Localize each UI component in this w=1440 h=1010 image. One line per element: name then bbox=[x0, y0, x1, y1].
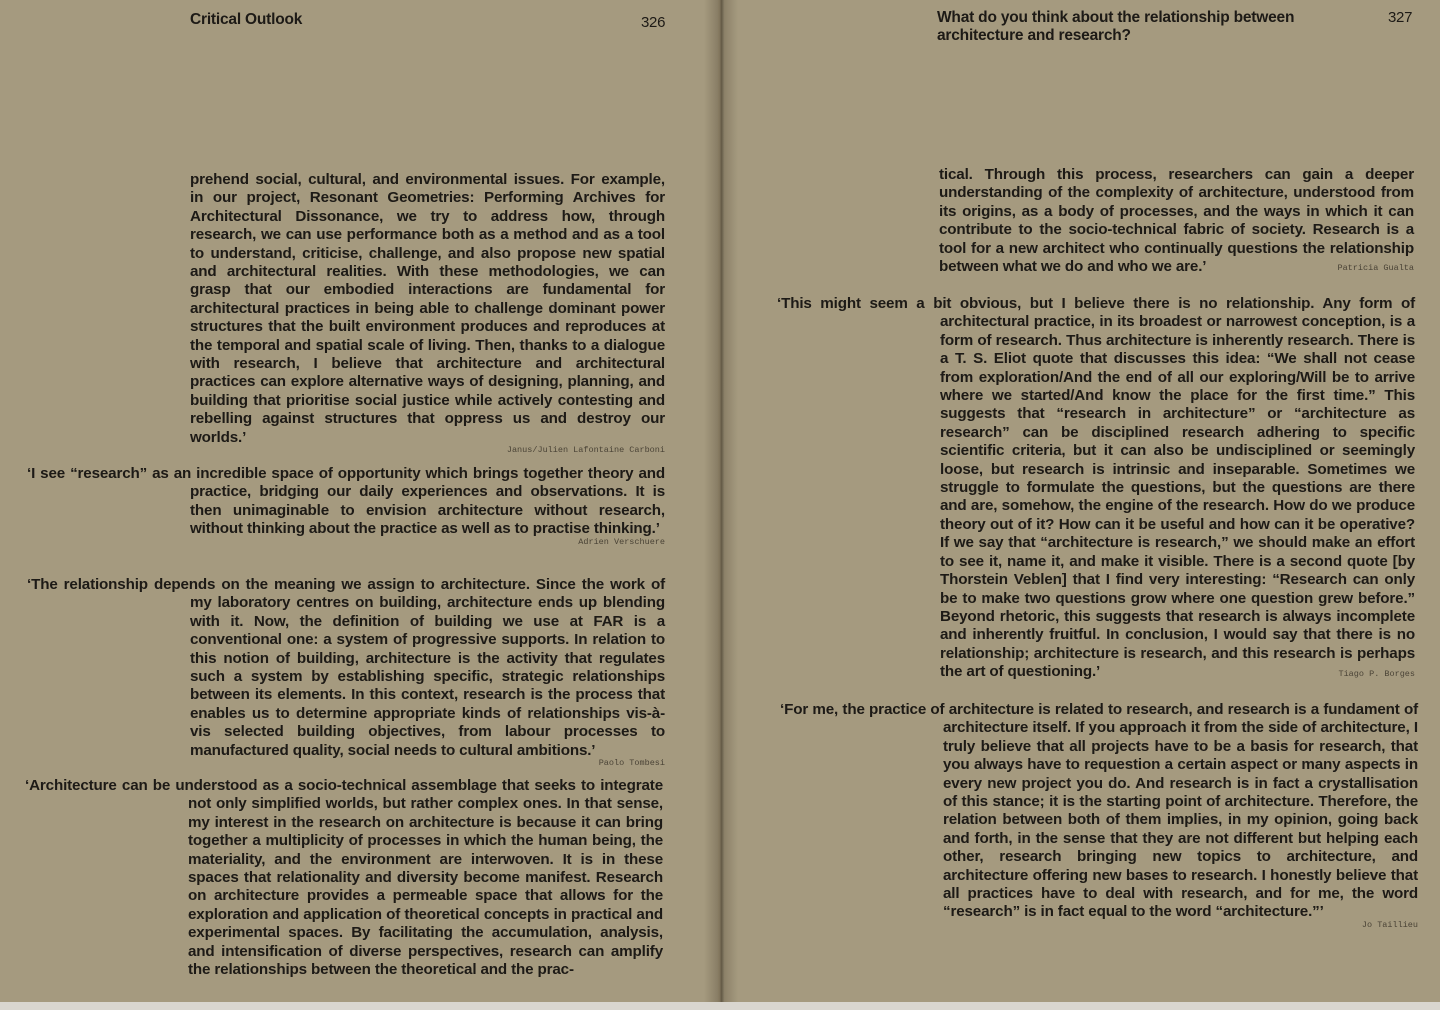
quote-block bbox=[27, 576, 665, 769]
quote-block bbox=[27, 465, 665, 547]
quote-block bbox=[777, 295, 1415, 681]
quote-author: Paolo Tombesi bbox=[598, 758, 665, 769]
running-header: Critical Outlook bbox=[190, 11, 303, 28]
quote-text: ‘This might seem a bit obvious, but I believe there is no relationship. Any form of architectural practice, in its broadest or narrowest conception, is a form of research. Thus architecture is inherently research. There is a T. S. Eliot quote that discusses this idea: “We shall not cease from exploration/And the end of all our exploring/Will be to arrive where we started/And know the place for the first time.” This suggests that “research in architecture” or “architecture as research” can be disciplined research adhering to specific scientific criteria, but it can also be undisciplined or seemingly loose, but research is intrinsic and inseparable. Sometimes we struggle to formulate the questions, but the questions are there and are, somehow, the engine of the research. How do we produce theory out of it? How can it be useful and how can it be operative? If we say that “architecture is research,” we should make an effort to see it, name it, and make it visible. There is a second quote [by Thorstein Veblen] that I find very interesting: “Research can only be to make two questions grow where one question grew before.” Beyond rhetoric, this suggests that research is always incomplete and inherently fruitful. In conclusion, I would say that there is no relationship; architecture is research, and this research is perhaps the art of questioning.’ bbox=[777, 295, 1415, 681]
quote-text: ‘Architecture can be understood as a socio-technical assemblage that seeks to integrate not only simplified worlds, but rather complex ones. In that sense, my interest in the research on architecture is because it can bring together a multiplicity of processes in which the human being, the materiality, and the environment are interwoven. It is in these spaces that relationality and diversity become manifest. Research on architecture provides a permeable space that allows for the exploration and application of theoretical concepts in practical and experimental spaces. By facilitating the accumulation, analysis, and intensification of diverse perspectives, research can amplify the relationships between the theoretical and the prac- bbox=[25, 777, 663, 979]
quote-author: Patricia Gualta bbox=[1337, 263, 1414, 274]
quote-text: ‘I see “research” as an incredible space of opportunity which brings together theory and practice, bridging our daily experiences and observations. It is then unimaginable to envision architecture without research, without thinking about the practice as well as to practise thinking.’ bbox=[27, 465, 665, 538]
quote-author: Adrien Verschuere bbox=[578, 536, 665, 547]
running-header: What do you think about the relationship between architecture and research? bbox=[937, 9, 1295, 44]
quote-author: Tiago P. Borges bbox=[1338, 668, 1415, 679]
left-page bbox=[0, 0, 718, 1010]
quote-author: Janus/Julien Lafontaine Carboni bbox=[506, 445, 665, 456]
quote-text: ‘For me, the practice of architecture is related to research, and research is a fundament of architecture itself. If you approach it from the side of architecture, I truly believe that all projects have to be a basis for research, that you always have to requestion a certain aspect or many aspects in every new project you do. And research is in fact a crystallisation of this stance; it is the starting point of architecture. Therefore, the relation between both of them implies, in my opinion, going back and forth, in the sense that they are not different but helping each other, research bringing new topics to architecture, and architecture offering new bases to research. I honestly believe that all practices have to deal with research, and for me, the word “research” is in fact equal to the word “architecture.”’ bbox=[780, 701, 1418, 921]
page-number: 326 bbox=[641, 14, 666, 31]
quote-author: Jo Taillieu bbox=[1361, 919, 1418, 930]
quote-text: ‘The relationship depends on the meaning we assign to architecture. Since the work of my laboratory centres on building, architecture ends up blending with it. Now, the definition of building we use at FAR is a conventional one: a system of progressive supports. In relation to this notion of building, architecture is the activity that regulates such a system by establishing specific, strategic relationships between its elements. In this context, research is the process that enables us to determine appropriate kinds of relationships vis-à-vis selected building objectives, from labour processes to manufactured quality, social needs to cultural ambitions.’ bbox=[27, 576, 665, 759]
quote-block bbox=[780, 701, 1418, 930]
right-page bbox=[722, 0, 1440, 1010]
page-number: 327 bbox=[1388, 9, 1413, 26]
quote-text: prehend social, cultural, and environmental issues. For example, in our project, Resonant Geometries: Performing Archives for Architectural Dissonance, we try to address how, through research, we can use performance both as a method and as a tool to understand, criticise, challenge, and also propose new spatial and architectural realities. With these methodologies, we can grasp that our embodied interactions are fundamental for architectural practices in being able to challenge dominant power structures that the built environment produces and reproduces at the temporal and spatial scale of living. Then, thanks to a dialogue with research, I believe that architecture and architectural practices can explore alternative ways of designing, planning, and building that prioritise social justice while actively contesting and rebelling against structures that oppress us and destroy our worlds.’ bbox=[190, 171, 665, 446]
quote-text: tical. Through this process, researchers can gain a deeper understanding of the complexity of architecture, understood from its origins, as a body of processes, and the ways in which it can contribute to the socio-technical fabric of society. Research is a tool for a new architect who continually questions the relationship between what we do and who we are.’ bbox=[939, 166, 1414, 276]
page-bottom-edge bbox=[0, 1002, 1440, 1010]
quote-block bbox=[939, 166, 1414, 276]
quote-block bbox=[190, 171, 665, 455]
quote-block bbox=[25, 777, 663, 979]
